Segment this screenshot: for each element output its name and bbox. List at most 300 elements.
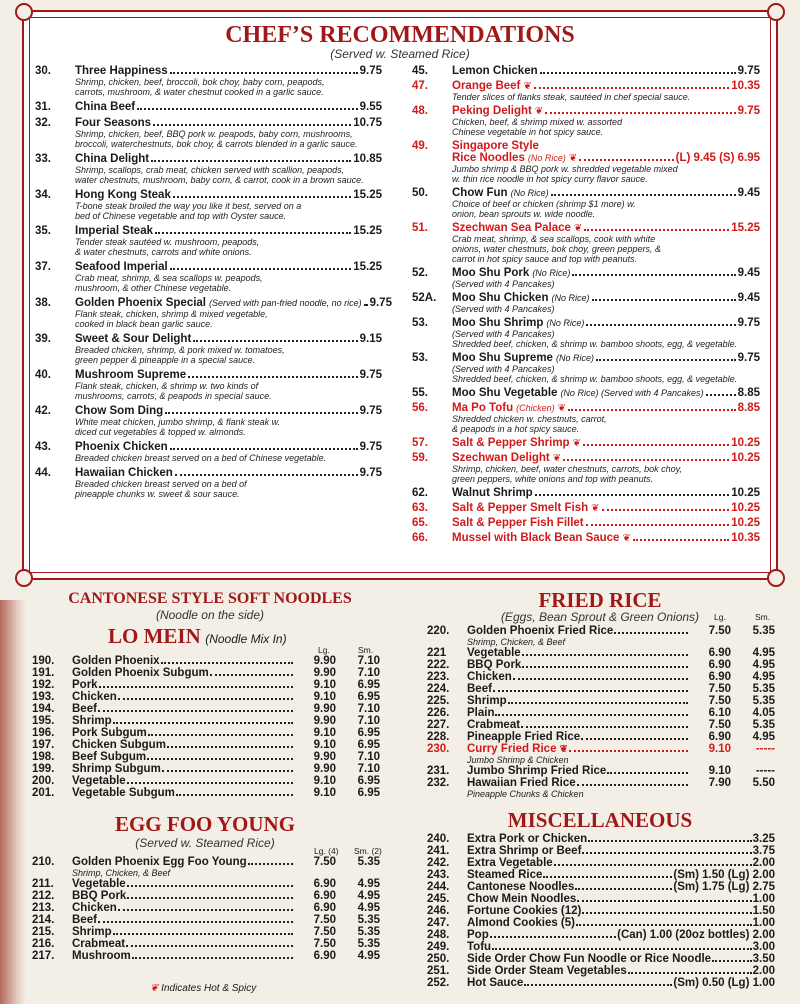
row-number: 223. bbox=[427, 671, 450, 683]
menu-item-row bbox=[412, 402, 760, 414]
table-row bbox=[427, 929, 775, 941]
row-name: Chicken bbox=[72, 902, 117, 914]
row-price-large: 7.50 bbox=[708, 683, 731, 695]
pepper-icon: ❦ bbox=[572, 438, 581, 449]
row-price-large: 7.90 bbox=[708, 777, 731, 789]
item-name: Walnut Shrimp bbox=[452, 487, 533, 499]
row-price-small: ----- bbox=[755, 765, 775, 777]
item-description: (Served with 4 Pancakes) bbox=[452, 304, 555, 314]
leader-dots bbox=[127, 885, 293, 887]
pepper-icon: ❦ bbox=[552, 453, 562, 464]
leader-dots bbox=[582, 912, 751, 914]
lomein-sm-header: Sm. bbox=[358, 645, 374, 655]
row-price-small: 4.95 bbox=[752, 671, 775, 683]
misc-title: MISCELLANEOUS bbox=[507, 808, 693, 832]
leader-dots bbox=[127, 782, 293, 784]
menu-item bbox=[412, 517, 760, 529]
leader-dots bbox=[118, 698, 293, 700]
item-name: Moo Shu Pork bbox=[452, 267, 530, 279]
item-name-line2: Rice Noodles bbox=[452, 152, 525, 164]
row-name: Vegetable Subgum bbox=[72, 787, 175, 799]
item-description: Shredded beef, chicken, & shrimp w. bamboo shoots, egg, & vegetable. bbox=[452, 374, 738, 384]
row-subtext: Shrimp, Chicken, & Beef bbox=[467, 637, 566, 647]
item-price: 15.25 bbox=[353, 261, 382, 273]
row-price-large: 9.90 bbox=[313, 751, 336, 763]
item-name: Phoenix Chicken bbox=[75, 441, 168, 453]
table-row bbox=[32, 763, 380, 775]
item-note: (No Rice) bbox=[551, 293, 590, 303]
leader-dots bbox=[99, 686, 293, 688]
row-name: Vegetable bbox=[72, 775, 126, 787]
item-price: 9.75 bbox=[359, 441, 382, 453]
row-price-large: 9.10 bbox=[313, 739, 336, 751]
row-name: Hawaiian Fried Rice bbox=[467, 777, 576, 789]
row-price: 3.75 bbox=[752, 845, 775, 857]
row-number: 224. bbox=[427, 683, 450, 695]
item-price: 9.75 bbox=[369, 297, 392, 309]
row-price-large: 6.90 bbox=[708, 731, 731, 743]
lomein-note: (Noodle Mix In) bbox=[205, 632, 287, 646]
row-price-large: 6.90 bbox=[708, 647, 731, 659]
friedrice-sm-header: Sm. bbox=[755, 612, 771, 622]
row-number: 210. bbox=[32, 856, 55, 868]
row-price-small: 6.95 bbox=[357, 775, 380, 787]
item-price: 10.25 bbox=[731, 517, 760, 529]
menu-item bbox=[35, 297, 392, 329]
leader-dots bbox=[563, 459, 729, 461]
item-price: 10.35 bbox=[731, 532, 760, 544]
item-price: 9.55 bbox=[359, 101, 382, 113]
table-row bbox=[427, 671, 775, 683]
item-number: 34. bbox=[35, 189, 51, 201]
item-description: White meat chicken, jumbo shrimp, & flank steak w. bbox=[75, 417, 281, 427]
item-description: cooked in black bean garlic sauce. bbox=[75, 319, 213, 329]
table-row bbox=[32, 679, 380, 691]
row-name: Beef Subgum bbox=[72, 751, 147, 763]
menu-item-row bbox=[412, 487, 760, 499]
menu-item bbox=[412, 222, 760, 264]
menu-item bbox=[412, 532, 760, 544]
menu-item-row bbox=[412, 105, 760, 117]
row-price-large: 9.90 bbox=[313, 655, 336, 667]
menu-item bbox=[35, 65, 382, 97]
row-name: Crabmeat bbox=[72, 938, 126, 950]
item-name: Moo Shu Shrimp bbox=[452, 317, 544, 329]
row-name: Steamed Rice bbox=[467, 869, 543, 881]
chef-subtitle: (Served w. Steamed Rice) bbox=[330, 47, 470, 61]
leader-dots bbox=[522, 666, 688, 668]
row-name: Extra Vegetable bbox=[467, 857, 553, 869]
menu-item bbox=[412, 267, 760, 289]
row-name: Shrimp bbox=[72, 926, 112, 938]
row-number: 226. bbox=[427, 707, 450, 719]
row-number: 245. bbox=[427, 893, 450, 905]
item-price: 10.25 bbox=[731, 437, 760, 449]
row-price-large: 9.10 bbox=[313, 691, 336, 703]
item-name: China Beef bbox=[75, 101, 136, 113]
item-number: 43. bbox=[35, 441, 51, 453]
row-name: Plain bbox=[467, 707, 495, 719]
item-name: Four Seasons bbox=[75, 117, 152, 129]
menu-item bbox=[412, 352, 760, 384]
row-price-large: 6.90 bbox=[708, 671, 731, 683]
menu-item bbox=[35, 261, 382, 293]
item-description: green peppers, white onions and top with peanuts. bbox=[452, 474, 654, 484]
row-name: Golden Phoenix Egg Foo Young bbox=[72, 856, 247, 868]
leader-dots bbox=[175, 474, 358, 476]
item-description: Shrimp, chicken, beef, water chestnuts, carrots, bok choy, bbox=[452, 464, 682, 474]
table-row bbox=[32, 938, 380, 950]
leader-dots bbox=[535, 494, 730, 496]
row-subtext: Shrimp, Chicken, & Beef bbox=[72, 868, 171, 878]
eggfoo-title: EGG FOO YOUNG bbox=[114, 812, 296, 836]
table-row bbox=[427, 707, 775, 719]
table-row bbox=[32, 775, 380, 787]
item-price: 9.75 bbox=[737, 317, 760, 329]
eggfoo-lg-header: Lg. (4) bbox=[314, 846, 339, 856]
menu-item-row bbox=[412, 352, 760, 364]
row-name: Golden Phoenix bbox=[72, 655, 160, 667]
item-description: Shrimp, scallops, crab meat, chicken served with scallion, peapods, bbox=[75, 165, 345, 175]
table-row bbox=[32, 751, 380, 763]
row-number: 248. bbox=[427, 929, 450, 941]
item-number: 45. bbox=[412, 65, 428, 77]
menu-item-row bbox=[35, 189, 382, 201]
item-description: onion, bean sprouts w. wide noodle. bbox=[452, 209, 596, 219]
row-price-large: 7.50 bbox=[313, 856, 336, 868]
item-note: (Chicken) bbox=[516, 403, 555, 413]
pepper-icon: ❦ bbox=[568, 153, 578, 164]
legend bbox=[150, 983, 256, 994]
row-name: BBQ Pork bbox=[467, 659, 522, 671]
leader-dots bbox=[490, 936, 616, 938]
row-number: 198. bbox=[32, 751, 55, 763]
item-price: 9.75 bbox=[359, 405, 382, 417]
chef-left-column bbox=[35, 65, 392, 503]
pepper-icon: ❦ bbox=[534, 106, 544, 117]
row-name: Shrimp Subgum bbox=[72, 763, 161, 775]
item-number: 30. bbox=[35, 65, 51, 77]
row-price-small: 4.95 bbox=[357, 878, 380, 890]
leader-dots bbox=[127, 897, 293, 899]
row-name: Jumbo Shrimp Fried Rice bbox=[467, 765, 607, 777]
row-price-large: 7.50 bbox=[313, 914, 336, 926]
row-name: Side Order Chow Fun Noodle or Rice Noodle bbox=[467, 953, 712, 965]
row-number: 194. bbox=[32, 703, 55, 715]
row-name: Fortune Cookies (12) bbox=[467, 905, 582, 917]
eggfoo-sm-header: Sm. (2) bbox=[354, 846, 382, 856]
menu-item bbox=[35, 405, 382, 437]
item-price: 15.25 bbox=[731, 222, 760, 234]
item-description: Chicken, beef, & shrimp mixed w. assorted bbox=[452, 117, 623, 127]
pepper-icon: ❦ bbox=[557, 403, 567, 414]
lomein-lg-header: Lg. bbox=[318, 645, 330, 655]
row-price: 1.50 bbox=[752, 905, 775, 917]
leader-dots bbox=[513, 678, 688, 680]
leader-dots bbox=[569, 750, 688, 752]
row-name: Crabmeat bbox=[467, 719, 521, 731]
item-price: 9.45 bbox=[737, 267, 760, 279]
table-row bbox=[32, 856, 380, 868]
row-name: Tofu bbox=[467, 941, 492, 953]
menu-item bbox=[35, 369, 382, 401]
row-number: 190. bbox=[32, 655, 55, 667]
row-price-large: 6.90 bbox=[313, 902, 336, 914]
item-description: Shredded beef, chicken, & shrimp w. bamboo shoots, egg, & vegetable. bbox=[452, 339, 738, 349]
item-price: 15.25 bbox=[353, 189, 382, 201]
item-description: w. thin rice noodle in hot spicy curry flavor sauce. bbox=[452, 174, 648, 184]
table-row bbox=[427, 625, 775, 637]
item-price: 10.75 bbox=[353, 117, 382, 129]
leader-dots bbox=[521, 726, 688, 728]
menu-item bbox=[412, 317, 760, 349]
item-number: 63. bbox=[412, 502, 428, 514]
item-description: Breaded chicken, shrimp, & pork mixed w. tomatoes, bbox=[75, 345, 285, 355]
menu-item bbox=[35, 101, 382, 113]
row-price-large: 9.10 bbox=[708, 765, 731, 777]
item-price: 10.85 bbox=[353, 153, 382, 165]
item-name: Chow Fun bbox=[452, 187, 508, 199]
leader-dots bbox=[575, 888, 672, 890]
leader-dots bbox=[554, 864, 752, 866]
leader-dots bbox=[193, 340, 357, 342]
leader-dots bbox=[534, 87, 729, 89]
row-name: Beef bbox=[467, 683, 492, 695]
frame-corner-ornament bbox=[15, 569, 33, 587]
row-name: Golden Phoenix Fried Rice bbox=[467, 625, 614, 637]
menu-item-row bbox=[35, 101, 382, 113]
item-name: Imperial Steak bbox=[75, 225, 153, 237]
row-number: 214. bbox=[32, 914, 55, 926]
pepper-icon: ❦ bbox=[150, 983, 159, 994]
leader-dots bbox=[162, 770, 293, 772]
leader-dots bbox=[545, 112, 735, 114]
row-name: Chicken Subgum bbox=[72, 739, 166, 751]
leader-dots bbox=[165, 412, 357, 414]
item-number: 42. bbox=[35, 405, 51, 417]
row-price-small: ----- bbox=[755, 743, 775, 755]
item-note: (No Rice) bbox=[532, 268, 571, 278]
row-price-small: 6.95 bbox=[357, 679, 380, 691]
table-row bbox=[427, 869, 775, 881]
row-subtext: Pineapple Chunks & Chicken bbox=[467, 789, 584, 799]
row-price: (Sm) 1.50 (Lg) 2.00 bbox=[673, 869, 775, 881]
row-name: Almond Cookies (5) bbox=[467, 917, 575, 929]
table-row bbox=[427, 683, 775, 695]
row-price-small: 5.35 bbox=[752, 625, 775, 637]
leader-dots bbox=[508, 702, 688, 704]
item-description: Choice of beef or chicken (shrimp $1 more) w. bbox=[452, 199, 636, 209]
item-name: Mussel with Black Bean Sauce bbox=[452, 532, 620, 544]
item-description: carrots, mushroom, & water chestnut cooked in a garlic sauce. bbox=[75, 87, 324, 97]
menu-item-row bbox=[412, 140, 760, 152]
item-name: Peking Delight bbox=[452, 105, 532, 117]
item-price: 10.25 bbox=[731, 452, 760, 464]
menu-item-row bbox=[412, 65, 760, 77]
row-name: Vegetable bbox=[467, 647, 521, 659]
leader-dots bbox=[586, 524, 730, 526]
table-row bbox=[427, 905, 775, 917]
table-row bbox=[32, 890, 380, 902]
item-note: (No Rice) (Served with 4 Pancakes) bbox=[560, 388, 704, 398]
leader-dots bbox=[118, 909, 293, 911]
row-price-large: 7.50 bbox=[708, 719, 731, 731]
row-number: 252. bbox=[427, 977, 450, 989]
menu-item-row bbox=[412, 437, 760, 449]
row-price-large: 9.90 bbox=[313, 763, 336, 775]
item-number: 40. bbox=[35, 369, 51, 381]
row-number: 213. bbox=[32, 902, 55, 914]
row-price-large: 9.10 bbox=[313, 679, 336, 691]
row-number: 201. bbox=[32, 787, 55, 799]
row-price-large: 7.50 bbox=[708, 695, 731, 707]
row-price-small: 6.95 bbox=[357, 727, 380, 739]
row-name: Golden Phoenix Subgum bbox=[72, 667, 209, 679]
item-description: carrot in hot spicy sauce and top with peanuts. bbox=[452, 254, 638, 264]
table-row bbox=[427, 857, 775, 869]
eggfoo-subtitle: (Served w. Steamed Rice) bbox=[135, 836, 275, 850]
item-number: 59. bbox=[412, 452, 428, 464]
item-description: onions, water chestnuts, bok choy, green peppers, & bbox=[452, 244, 661, 254]
menu-item-row bbox=[412, 317, 760, 329]
menu-item-row bbox=[412, 502, 760, 514]
leader-dots bbox=[581, 738, 688, 740]
row-price-small: 5.35 bbox=[752, 695, 775, 707]
row-price-small: 5.50 bbox=[752, 777, 775, 789]
item-name: Hawaiian Chicken bbox=[75, 467, 173, 479]
row-number: 211. bbox=[32, 878, 54, 890]
frame-corner-ornament bbox=[767, 569, 785, 587]
item-number: 47. bbox=[412, 80, 428, 92]
item-description: Crab meat, shrimp, & sea scallops, cook with white bbox=[452, 234, 656, 244]
item-number: 65. bbox=[412, 517, 428, 529]
menu-item bbox=[412, 187, 760, 219]
table-row bbox=[32, 787, 380, 799]
row-price-large: 6.90 bbox=[708, 659, 731, 671]
menu-item-row bbox=[35, 65, 382, 77]
item-number: 44. bbox=[35, 467, 51, 479]
leader-dots bbox=[577, 784, 688, 786]
item-description: Flank steak, chicken, shrimp & mixed vegetable, bbox=[75, 309, 268, 319]
leader-dots bbox=[582, 852, 751, 854]
leader-dots bbox=[543, 876, 672, 878]
item-name: Salt & Pepper Fish Fillet bbox=[452, 517, 584, 529]
table-row bbox=[32, 914, 380, 926]
menu-item bbox=[412, 292, 760, 314]
item-description: water chestnuts, mushroom, baby corn, & carrot, cook in a brown sauce. bbox=[75, 175, 364, 185]
leader-dots bbox=[173, 196, 351, 198]
table-row bbox=[427, 731, 775, 743]
row-price: (Can) 1.00 (20oz bottles) 2.00 bbox=[617, 929, 775, 941]
menu-item-row bbox=[412, 292, 760, 304]
row-price: 3.50 bbox=[752, 953, 775, 965]
table-row bbox=[427, 893, 775, 905]
leader-dots bbox=[170, 72, 358, 74]
lomein-heading bbox=[108, 624, 287, 649]
menu-item-row bbox=[35, 333, 382, 345]
leader-dots bbox=[584, 229, 729, 231]
frame-corner-ornament bbox=[767, 3, 785, 21]
menu-item-row bbox=[35, 405, 382, 417]
row-number: 216. bbox=[32, 938, 55, 950]
row-price-small: 5.35 bbox=[357, 926, 380, 938]
menu-item-row bbox=[452, 152, 760, 164]
menu-item-row bbox=[412, 187, 760, 199]
table-row bbox=[427, 977, 775, 989]
row-number: 200. bbox=[32, 775, 55, 787]
table-row bbox=[427, 765, 775, 777]
row-name: Extra Shrimp or Beef bbox=[467, 845, 582, 857]
table-row bbox=[427, 719, 775, 731]
item-description: (Served with 4 Pancakes) bbox=[452, 364, 555, 374]
leader-dots bbox=[576, 924, 752, 926]
item-price: (L) 9.45 (S) 6.95 bbox=[675, 152, 760, 164]
menu-item bbox=[412, 105, 760, 137]
item-description: mushrooms, carrots, & peapods in special sauce. bbox=[75, 391, 272, 401]
row-price-small: 4.95 bbox=[357, 950, 380, 962]
table-row bbox=[32, 667, 380, 679]
item-description: T-bone steak broiled the way you like it best, served on a bbox=[75, 201, 302, 211]
item-note: (No Rice) bbox=[527, 153, 566, 163]
row-price: 1.00 bbox=[752, 893, 775, 905]
row-number: 242. bbox=[427, 857, 450, 869]
menu-item-row bbox=[35, 369, 382, 381]
item-name: Lemon Chicken bbox=[452, 65, 538, 77]
item-description: Shredded chicken w. chestnuts, carrot, bbox=[452, 414, 607, 424]
row-number: 193. bbox=[32, 691, 55, 703]
menu-item-row bbox=[412, 80, 760, 92]
row-number: 250. bbox=[427, 953, 450, 965]
row-price-small: 4.95 bbox=[357, 902, 380, 914]
menu-item-row bbox=[412, 222, 760, 234]
pepper-icon: ❦ bbox=[622, 533, 631, 544]
row-number: 244. bbox=[427, 881, 450, 893]
row-name: Curry Fried Rice bbox=[467, 743, 557, 755]
table-row bbox=[427, 695, 775, 707]
table-row bbox=[427, 659, 775, 671]
leader-dots bbox=[588, 840, 751, 842]
row-price-large: 6.10 bbox=[708, 707, 731, 719]
row-name: Pork bbox=[72, 679, 98, 691]
table-row bbox=[32, 655, 380, 667]
row-number: 217. bbox=[32, 950, 55, 962]
row-number: 220. bbox=[427, 625, 450, 637]
eggfoo-table bbox=[32, 856, 380, 962]
item-price: 9.75 bbox=[359, 467, 382, 479]
menu-item bbox=[412, 502, 760, 514]
item-description: Shrimp, chicken, beef, BBQ pork w. peapods, baby corn, mushrooms, bbox=[75, 129, 353, 139]
friedrice-lg-header: Lg. bbox=[714, 612, 726, 622]
pepper-icon: ❦ bbox=[573, 223, 583, 234]
row-number: 192. bbox=[32, 679, 55, 691]
row-name: Cantonese Noodles bbox=[467, 881, 575, 893]
item-price: 9.45 bbox=[737, 292, 760, 304]
row-name: Pork Subgum bbox=[72, 727, 147, 739]
row-price-small: 5.35 bbox=[357, 938, 380, 950]
leader-dots bbox=[524, 984, 672, 986]
row-price-small: 7.10 bbox=[357, 703, 380, 715]
item-price: 9.75 bbox=[359, 65, 382, 77]
leader-dots bbox=[98, 921, 293, 923]
menu-item-row bbox=[412, 452, 760, 464]
item-number: 49. bbox=[412, 140, 428, 152]
leader-dots bbox=[495, 714, 688, 716]
row-name: Shrimp bbox=[467, 695, 507, 707]
item-number: 31. bbox=[35, 101, 51, 113]
row-name: Shrimp bbox=[72, 715, 112, 727]
item-price: 9.75 bbox=[737, 105, 760, 117]
leader-dots bbox=[148, 734, 293, 736]
